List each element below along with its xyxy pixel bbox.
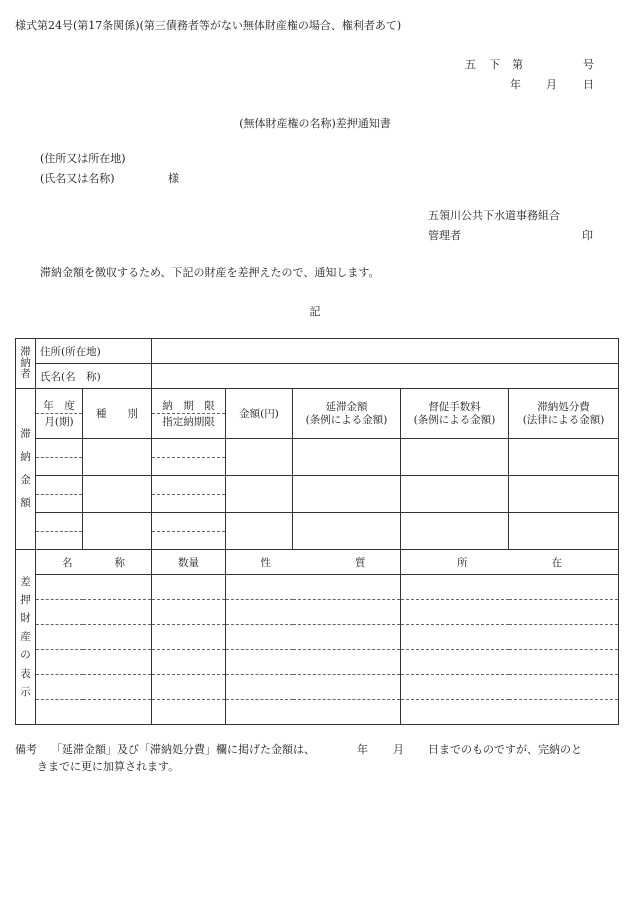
- seized-cell: [36, 575, 152, 600]
- amount-cell: [36, 439, 83, 476]
- seized-cell: [152, 700, 226, 725]
- recipient-honorific: 様: [168, 172, 179, 185]
- seized-col-name: 名 称: [36, 550, 152, 575]
- amount-cell: [226, 513, 293, 550]
- address-value: [152, 339, 619, 364]
- seized-cell: [226, 650, 401, 675]
- remark-text-1: 「延滞金額」及び「滞納処分費」欄に掲げた金額は、: [51, 743, 315, 756]
- col-month: 月(期): [36, 413, 82, 429]
- amount-cell: [226, 439, 293, 476]
- seized-cell: [36, 700, 152, 725]
- seized-cell: [401, 575, 619, 600]
- amount-cell: [293, 439, 401, 476]
- year-month-header: [36, 389, 83, 439]
- seized-cell: [401, 700, 619, 725]
- col-reminder: 督促手数料 (条例による金額): [401, 389, 509, 439]
- docno-part: 下: [489, 58, 500, 71]
- recipient-name-label: (氏名又は名称): [40, 172, 115, 185]
- col-designated: 指定納期限: [152, 413, 225, 429]
- col-due: 納 期 限: [162, 400, 215, 412]
- sender-organization: 五領川公共下水道事務組合: [428, 209, 560, 222]
- sender-title: 管理者: [428, 229, 461, 242]
- name-label: 氏名(名 称): [36, 364, 152, 389]
- amount-cell: [36, 476, 83, 513]
- date-day: 日: [583, 78, 594, 91]
- seized-cell: [401, 600, 619, 625]
- amount-cell: [401, 439, 509, 476]
- remark-note: [15, 741, 618, 775]
- col-late: 延滞金額 (条例による金額): [293, 389, 401, 439]
- seal-mark: 印: [582, 229, 593, 242]
- seized-col-qty: 数量: [152, 550, 226, 575]
- seized-cell: [152, 675, 226, 700]
- col-disposal: 滞納処分費 (法律による金額): [509, 389, 619, 439]
- seized-cell: [226, 575, 401, 600]
- remark-text-3: きまでに更に加算されます。: [37, 760, 180, 774]
- seized-cell: [36, 625, 152, 650]
- amount-cell: [83, 513, 152, 550]
- amount-cell: [293, 513, 401, 550]
- seized-cell: [36, 650, 152, 675]
- remark-label: 備考: [15, 743, 37, 756]
- docno-part: 第: [512, 58, 523, 71]
- amount-cell: [401, 513, 509, 550]
- form-header: 様式第24号(第17条関係)(第三債務者等がない無体財産権の場合、権利者あて): [15, 19, 402, 32]
- amount-cell: [293, 476, 401, 513]
- seized-label: 差押財産の表示: [16, 550, 36, 725]
- seized-cell: [401, 650, 619, 675]
- amount-cell: [36, 513, 83, 550]
- date-year: 年: [510, 78, 521, 91]
- amount-cell: [83, 439, 152, 476]
- issue-date: [510, 79, 595, 91]
- seized-cell: [36, 675, 152, 700]
- remark-month: 月: [393, 743, 404, 756]
- amount-cell: [83, 476, 152, 513]
- remark-text-2: 日までのものですが、完納のと: [428, 743, 582, 756]
- amount-cell: [509, 439, 619, 476]
- recipient-address-label: (住所又は所在地): [40, 152, 126, 165]
- seizure-table: [15, 338, 619, 725]
- seized-cell: [152, 650, 226, 675]
- seized-cell: [226, 625, 401, 650]
- amount-cell: [509, 476, 619, 513]
- delinquent-label: 滞納者: [16, 339, 36, 389]
- col-year: 年 度: [43, 400, 75, 412]
- docno-part: 号: [583, 58, 594, 71]
- address-label: 住所(所在地): [36, 339, 152, 364]
- amount-cell: [152, 439, 226, 476]
- name-value: [152, 364, 619, 389]
- notice-text: 滞納金額を徴収するため、下記の財産を差押えたので、通知します。: [40, 266, 380, 279]
- amount-cell: [509, 513, 619, 550]
- seized-cell: [152, 625, 226, 650]
- seized-col-location: 所 在: [401, 550, 619, 575]
- col-type: 種 別: [83, 389, 152, 439]
- seized-cell: [401, 675, 619, 700]
- amount-cell: [152, 476, 226, 513]
- seized-cell: [152, 600, 226, 625]
- due-header: [152, 389, 226, 439]
- seized-cell: [226, 700, 401, 725]
- seized-cell: [226, 600, 401, 625]
- seized-cell: [36, 600, 152, 625]
- seized-cell: [401, 625, 619, 650]
- seized-col-nature: 性 質: [226, 550, 401, 575]
- amount-cell: [226, 476, 293, 513]
- amount-label: 滞納金額: [16, 389, 36, 550]
- amount-cell: [152, 513, 226, 550]
- document-number: [465, 59, 595, 71]
- document-title: (無体財産権の名称)差押通知書: [239, 117, 391, 130]
- seized-cell: [226, 675, 401, 700]
- seized-cell: [152, 575, 226, 600]
- docno-part: 五: [465, 58, 476, 71]
- date-month: 月: [546, 78, 557, 91]
- ki-heading: 記: [309, 305, 321, 318]
- remark-year: 年: [357, 743, 368, 756]
- amount-cell: [401, 476, 509, 513]
- col-amount: 金額(円): [226, 389, 293, 439]
